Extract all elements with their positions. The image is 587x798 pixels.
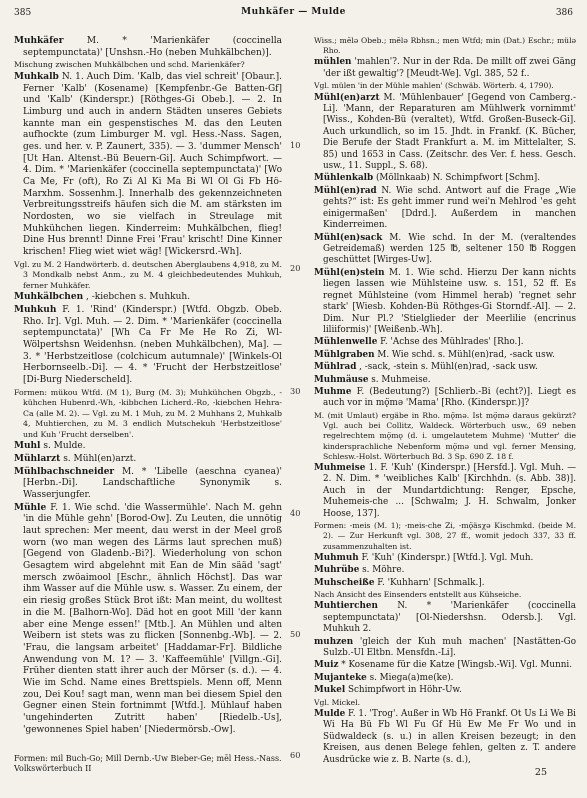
line-number: 60: [290, 750, 301, 760]
entry-text: M. 1. Wie schd. Hierzu Der kann nichts liegen lassen wie Mühlsteine usw. s. 151, 52 ff. Es regnet Mühlsteine (vom Himmel herab) 'regnet sehr stark' [Wiesb. Kohden-Bü Röthges-Gi Storndf.-Al]. — 2. Dim. Nur Pl.? 'Stielglieder der Meerlilie (encrinus liliiformis)' [Weißenb.-Wh].: [323, 267, 576, 335]
dictionary-entry: [14, 305, 282, 387]
dictionary-entry: [314, 268, 576, 337]
headword: Mühlenwelle: [314, 337, 378, 348]
headword: Muhme: [314, 387, 352, 398]
headword: Mühl(en)sack: [314, 232, 383, 243]
entry-text: Vgl. mülen 'in der Mühle mahlen' (Schwäb. Wörterb. 4, 1790).: [314, 81, 554, 91]
headword: Mulde: [314, 708, 346, 719]
dictionary-entry: [314, 685, 576, 696]
headword: Muhmuh: [314, 552, 359, 563]
dictionary-entry: [314, 637, 576, 660]
dictionary-entry: [314, 57, 576, 80]
dictionary-entry: [314, 601, 576, 635]
entry-text: M. * 'Libelle (aeschna cyanea)' [Herbn.-Di]. Landschaftliche Synonymik s. Wasserjungfer.: [23, 466, 282, 500]
entry-text: Wiss.; mēlə Obeb.; mēlə Rbhsn.; men Wtfd; min (Dat.) Eschr.; mülə Rho.: [314, 36, 576, 56]
dictionary-entry: [314, 709, 576, 766]
line-number: 30: [290, 386, 301, 396]
entry-text: F. 'Kuhharn' [Schmalk.].: [377, 577, 485, 588]
entry-note: [14, 260, 282, 291]
dictionary-entry: [14, 441, 282, 453]
entry-note: [14, 60, 282, 70]
entry-text: , -kiebchen s. Muhkuh.: [86, 292, 191, 303]
dictionary-entry: [314, 186, 576, 232]
headword: Mühle: [14, 502, 47, 513]
entry-text: s. Mulde.: [43, 441, 86, 452]
entry-text: M. Wie schd. In der M. (veraltendes Getreidemaß) werden 125 ℔, seltener 150 ℔ Roggen geschüttet [Wirges-Uw].: [323, 232, 577, 266]
entry-text: N. * 'Marienkäfer (coccinella septempunctata)' [Ol-Niedershsn. Odersb.]. Vgl. Muhkuh 2.: [323, 601, 576, 635]
entry-text: s. Mühl(en)arzt.: [63, 453, 137, 464]
entry-note: [314, 521, 576, 552]
headword: Muhkalb: [14, 71, 59, 82]
headword: Mukel: [314, 685, 346, 696]
left-page-number: 385: [14, 8, 32, 18]
entry-text: (Möllnkaab) N. Schimpfwort [Schm].: [375, 173, 541, 184]
headword: Muhkäfer: [14, 36, 64, 46]
right-page-number: 386: [555, 8, 573, 18]
headword: Muhscheiße: [314, 577, 375, 588]
entry-text: Vgl. zu M. 2 Handwörterb. d. deutschen Aberglaubens 4,918, zu M. 3 Mondkalb nebst Anm., zu M. 4 gleichbedeutendes Muhkuh, ferner Muhkäfer.: [14, 259, 282, 290]
entry-text: N. Wie schd. Antwort auf die Frage „Wie gehts?“ ist: Es geht immer rund wei'n Mehlrod 'es geht einigermaßen' [Ddrd.]. Außerdem in manchen Kinderreimen.: [323, 185, 576, 231]
entry-note: [314, 81, 576, 91]
dictionary-entry: [14, 503, 282, 737]
dictionary-entry: [314, 173, 576, 184]
entry-note: [14, 388, 282, 440]
dictionary-entry: [314, 553, 576, 564]
headword: Mühlrad: [314, 362, 357, 373]
dictionary-entry: [314, 233, 576, 267]
entry-text: s. Möhre.: [362, 565, 405, 576]
entry-text: M. (mit Umlaut) ergäbe in Rho. mǫ̈mə. Ist mǫ̈mə daraus gekürzt? Vgl. auch bei Collitz, Waldeck. Wörterbuch usw., 69 neben regelrechtem mǫ̈mǫ (d. i. umgelautetem Muhme) 'Mutter' die kindersprachliche Nebenform mǫ̈mə und vgl. ferner Mensing, Schlesw.-Holst. Wörterbuch Bd. 3 Sp. 690 Z. 18 f.: [314, 410, 576, 461]
headword: Muhmäuse: [314, 374, 369, 385]
dictionary-entry: [314, 673, 576, 684]
headword: Muhtierchen: [314, 601, 378, 612]
entry-text: Formen: mükou Wtfd. (M 1), Burg (M. 3); Muhkühchen Obgzb., -kühchen Hubenrd.-Wh, -kibbchen Licherd.-Ro, -kiebchen Hehra-Ca (alle M. 2). — Vgl. zu M. 1 Muh, zu M. 2 Muhhans 2, Muhkalb 4, Muhtierchen, zu M. 3 endlich Mutschekuh 'Herbstzeitlose' und Kuh 'Frucht derselben'.: [14, 387, 282, 439]
headword: Muhmeise: [314, 462, 366, 473]
headword: Mühlarzt: [14, 453, 61, 464]
headword: Mühlenkalb: [314, 173, 374, 184]
headword: Muhrübe: [314, 565, 360, 576]
dictionary-entry: [314, 565, 576, 576]
left-footnote: Formen: mil Buch-Go; Mill Dernb.-Uw Bieber-Ge; mēl Hess.-Nass. Volkswörterbuch II: [14, 754, 282, 773]
headword: mühlen: [314, 57, 352, 68]
entry-text: , -sack, -stein s. Mühl(en)rad, -sack usw.: [359, 362, 538, 373]
dictionary-entry: [314, 387, 576, 410]
headword: Mühl(en)rad: [314, 185, 377, 196]
dictionary-entry: [314, 93, 576, 173]
entry-text: F. 1. 'Rind' (Kinderspr.) [Wtfd. Obgzb. Obeb. Rho. Ir]. Vgl. Muh. — 2. Dim. * 'Marienkäfer (coccinella septempunctata)' [Wh Ca Fr Me He Ro Zi, Wl-Wölpertshsn Weidenhsn. (neben Muhkälbchen), Ma]. — 3. * 'Herbstzeitlose (colchicum autumnale)' [Winkels-Ol Herbornseelb.-Di]. — 4. * 'Frucht der Herbstzeitlose' [Di-Burg Niederscheld].: [23, 305, 282, 386]
dictionary-entry: [314, 578, 576, 589]
entry-text: M. 'Mühlenbauer' [Gegend von Camberg.-Li]. 'Mann, der Reparaturen am Mühlwerk vornimmt' [Wiss., Kohden-Bü (veraltet), Wtfd. Großen-Buseck-Gi]. Auch urkundlich, so im 15. Jhdt. in Frankf. (K. Bücher, Die Berufe der Stadt Frankfurt a. M. im Mittelalter, S. 85) und 1653 in Cass. (Zeitschr. des Ver. f. hess. Gesch. usw., 11. Suppl., S. 68).: [323, 92, 576, 172]
dictionary-entry: [14, 454, 282, 466]
entry-text: N. 1. Auch Dim. 'Kalb, das viel schreit' [Obaur.]. Ferner 'Kalb' (Kosename) [Kempfenbr.-Ge Batten-Gf] und 'Kalb' (Kinderspr.) [Röthges-Gi Obeb.]. — 2. In Limburg und auch in andern Städten unseres Gebiets kannte man ein gespenstisches M. das den Leuten aufhockte (zum Limburger M. vgl. Hess.-Nass. Sagen, ges. und her. v. P. Zaunert, 335). — 3. 'dummer Mensch' [Ut Han. Altenst.-Bü Beuern-Gi]. Auch Schimpfwort. — 4. Dim. * 'Marienkäfer (coccinella septempunctata)' [Wo Ca Me, Fr (oft), Ro Zi Al Ki Ma Bi Wl Ol Gi Fb Hö-Marxhm. Sossenhm.]. Innerhalb des gekennzeichneten Verbreitungsstreifs häufen sich die M. am stärksten im Nordosten, wo sie vielfach in Streulage mit Muhkühchen liegen. Kinderreim: Muhkälbchen, flieg! Dine Hus brennt! Dinne Frei 'Frau' krischt! Dine Kinner krischen! Flieg wiet wiet wäg! [Wickersrd.-Wh].: [23, 71, 282, 258]
signature-number: 25: [534, 767, 547, 778]
entry-text: F. 1. Wie schd. 'die Wassermühle'. Nach M. gehn 'in die Mühle gehn' [Borod-Ow]. Zu Leuten, die unnötig laut sprechen: Mer meent, dau werst in der Meel groß worn (wo man wegen des Lärms laut sprechen muß) [Gegend von Gladenb.-Bi?]. Wiederholung von schon Gesagtem wird abgelehnt mit Ean de Min sääd 'sagt' mersch zwöaimool [Eschr., ähnlich Höchst]. Das war ihm Wasser auf die Mühle usw. s. Wasser. Zu einem, der ein riesig großes Stück Brot ißt: Man meint, du wolltest in die M. [Balhorn-Wo]. Däd hot en goot Mill 'der kann aber eine Menge essen!' [Mtb.]. An Mühlen und alten Weibern ist stets was zu flicken [Sonnenbg.-Wb]. — 2. 'Frau, die langsam arbeitet' [Haddamar-Fr]. Bildliche Anwendung von M. 1? — 3. 'Kaffeemühle' [Villgn.-Gi]. Früher dienten statt ihrer auch der Mörser (s. d.). — 4. Wie im Schd. Name eines Brettspiels. Menn off, Menn zou, Dei Kou! sagt man, wenn man bei diesem Spiel den Gegner einen Stein fortnimmt [Wtfd.]. Mühlauf haben 'ungehinderten Zutritt haben' [Riedelb.-Us], 'gewonnenes Spiel haben' [Niedermörsb.-Ow].: [23, 502, 282, 735]
entry-text: Vgl. Mickel.: [314, 697, 360, 707]
entry-note: [314, 411, 576, 462]
right-column: [314, 36, 576, 767]
entry-text: F. 'Kuh' (Kinderspr.) [Wtfd.]. Vgl. Muh.: [361, 552, 534, 563]
running-header: [0, 6, 587, 20]
entry-text: s. Muhmeise.: [371, 374, 431, 385]
line-number: 50: [290, 629, 301, 639]
entry-text: * Kosename für die Katze [Wingsb.-Wi]. Vgl. Munni.: [341, 660, 573, 671]
entry-text: 1. F. 'Kuh' (Kinderspr.) [Hersfd.]. Vgl. Muh. — 2. N. Dim. * 'weibliches Kalb' [Kirchhdn. (s. Abb. 38)]. Auch in der Mundartdichtung: Renger, Epsche, Muhemeis-che ... [Schwalm; J. H. Schwalm, Jonker Hoose, 137].: [323, 462, 576, 519]
entry-text: 'mahlen'?. Nur in der Rda. De millt off zwei Gäng 'der ißt gewaltig'? [Meudt-We]. Vgl. 385, 52 f..: [323, 57, 577, 79]
line-number: 20: [290, 263, 301, 273]
dictionary-entry: [314, 375, 576, 386]
entry-text: Formen: -meis (M. 1); -meis-che Zi, -mǫ̈äsχə Kischmkd. (beide M. 2). — Zur Herkunft vgl. 308, 27 ff., womit jedoch 337, 33 ff. zusammenzuhalten ist.: [314, 521, 576, 551]
headword: Mujanteke: [314, 672, 367, 683]
entry-text: F. 1. 'Trog'. Außer in Wb Hö Frankf. Ot Us Li We Bi Wi Ha Bü Fb Wl Fu Gf Hü Ew Me Fr Wo und in Südwaldeck (s. u.) in allen Kreisen bezeugt; in den Kreisen, aus denen Belege fehlen, gelten z. T. andere Ausdrücke wie z. B. Narte (s. d.),: [323, 708, 576, 765]
headword: Mühl(en)stein: [314, 267, 385, 278]
dictionary-entry: [314, 463, 576, 520]
entry-note: [314, 590, 576, 600]
entry-text: M. Wie schd. s. Mühl(en)rad, -sack usw.: [377, 349, 555, 360]
headword: Mühl(en)arzt: [314, 92, 380, 103]
headword: muhzen: [314, 636, 354, 647]
entry-text: s. Miega(a)me(ke).: [369, 672, 454, 683]
running-title: Muhkäfer — Mulde: [241, 7, 346, 17]
dictionary-entry: [14, 292, 282, 304]
dictionary-entry: [314, 362, 576, 373]
entry-text: Mischung zwischen Muhkälbchen und schd. Marienkäfer?: [14, 60, 245, 70]
left-column: [14, 36, 282, 737]
headword: Mühlbachschneider: [14, 466, 115, 477]
entry-note: [314, 36, 576, 56]
line-number: 10: [290, 140, 301, 150]
dictionary-entry: [14, 36, 282, 59]
line-number: 40: [290, 508, 301, 518]
dictionary-entry: [314, 337, 576, 348]
entry-text: 'gleich der Kuh muh machen' [Nastätten-Go Sulzb.-Ul Eltbn. Mensfdn.-Li].: [323, 636, 576, 658]
entry-text: F. (Bedeutung?) [Schlierb.-Bi (echt?)]. Liegt es auch vor in mǫ̈mə 'Mama' [Rho. (Kinderspr.)]?: [323, 387, 576, 409]
headword: Muhkälbchen: [14, 292, 84, 303]
entry-note: [314, 698, 576, 708]
dictionary-entry: [14, 72, 282, 259]
headword: Muhl: [14, 441, 41, 452]
entry-text: Schimpfwort in Höhr-Uw.: [347, 685, 462, 696]
entry-text: F. 'Achse des Mühlrades' [Rho.].: [380, 337, 524, 348]
dictionary-entry: [314, 660, 576, 671]
dictionary-entry: [314, 350, 576, 361]
dictionary-entry: [14, 467, 282, 502]
headword: Muiz: [314, 660, 339, 671]
headword: Mühlgraben: [314, 349, 375, 360]
entry-text: Nach Ansicht des Einsenders entstellt aus Kühseiche.: [314, 590, 522, 600]
entry-text: M. * 'Marienkäfer (coccinella septempunctata)' [Unshsn.-Ho (neben Muhkälbchen)].: [23, 36, 282, 58]
headword: Muhkuh: [14, 305, 57, 315]
